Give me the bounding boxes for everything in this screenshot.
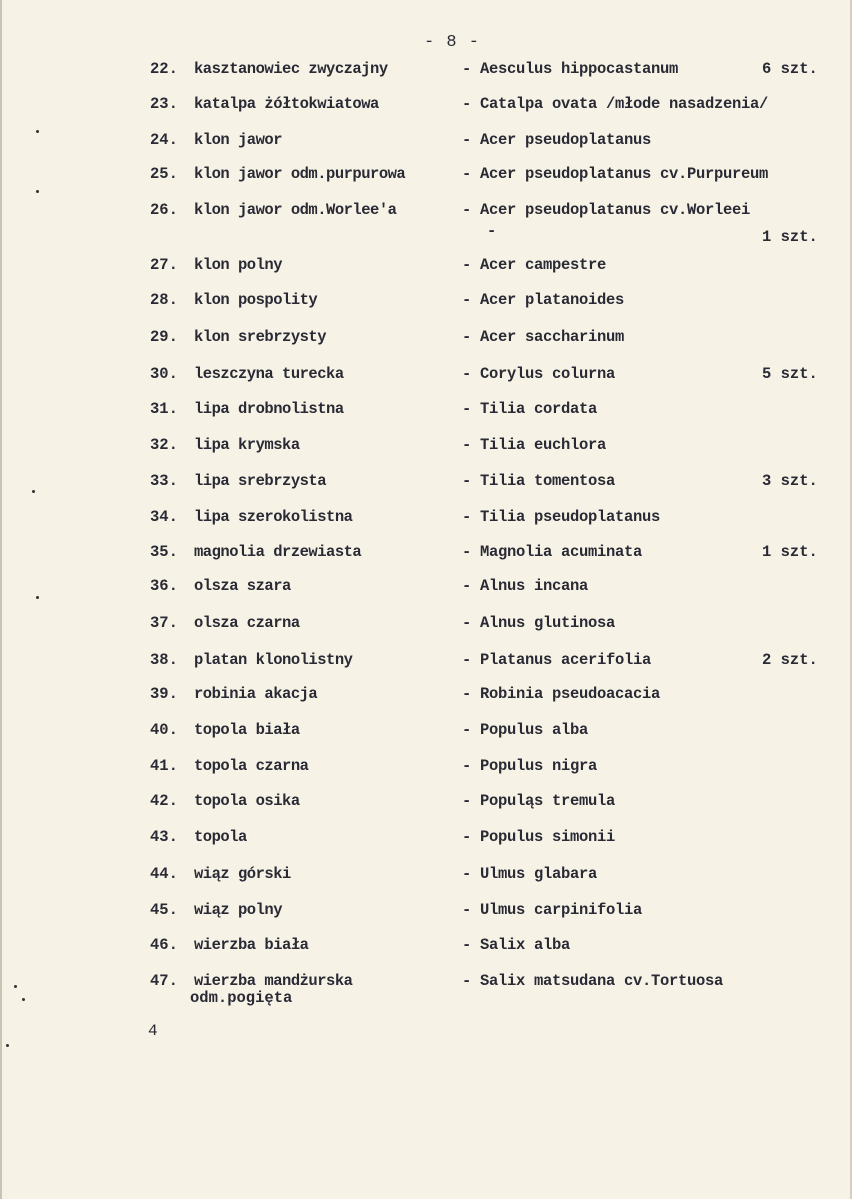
item-number: 47. <box>150 972 178 990</box>
list-item <box>2 936 852 966</box>
item-number: 39. <box>150 685 178 703</box>
list-item <box>2 400 852 430</box>
polish-name: lipa szerokolistna <box>194 508 353 526</box>
item-number: 45. <box>150 901 178 919</box>
latin-name: - Robinia pseudoacacia <box>462 685 661 703</box>
list-item <box>2 828 852 858</box>
list-item <box>2 291 852 321</box>
polish-name: lipa drobnolistna <box>194 400 344 418</box>
polish-name: wiąz górski <box>194 865 291 883</box>
latin-name: - Aesculus hippocastanum <box>462 60 679 78</box>
list-item <box>2 577 852 607</box>
latin-name: - Salix matsudana cv.Tortuosa <box>462 972 724 990</box>
margin-mark <box>36 130 39 133</box>
list-item <box>2 543 852 573</box>
polish-name: wiąz polny <box>194 901 283 919</box>
latin-name: - Tilia tomentosa <box>462 472 616 490</box>
list-item <box>2 472 852 502</box>
latin-name: - Salix alba <box>462 936 571 954</box>
polish-name: katalpa żółtokwiatowa <box>194 95 379 113</box>
latin-name: - Populus simonii <box>462 828 616 846</box>
list-item <box>2 972 852 1002</box>
item-number: 41. <box>150 757 178 775</box>
item-number: 24. <box>150 131 178 149</box>
item-number: 31. <box>150 400 178 418</box>
latin-name: - Acer campestre <box>462 256 607 274</box>
list-item <box>2 757 852 787</box>
list-item <box>2 508 852 538</box>
polish-name: olsza czarna <box>194 614 300 632</box>
polish-name: klon jawor <box>194 131 283 149</box>
latin-name: - Corylus colurna <box>462 365 616 383</box>
list-item <box>2 721 852 751</box>
polish-name: platan klonolistny <box>194 651 353 669</box>
polish-name: lipa krymska <box>194 436 300 454</box>
margin-mark <box>36 596 39 599</box>
footer-mark: 4 <box>148 1022 158 1040</box>
list-item <box>2 685 852 715</box>
latin-name: - Tilia cordata <box>462 400 598 418</box>
continuation-dash: - <box>487 222 497 240</box>
polish-name: klon jawor odm.Worlee'a <box>194 201 397 219</box>
latin-name: - Ulmus glabara <box>462 865 598 883</box>
item-number: 37. <box>150 614 178 632</box>
margin-mark <box>22 998 25 1001</box>
list-item <box>2 165 852 195</box>
item-number: 28. <box>150 291 178 309</box>
latin-name: - Acer saccharinum <box>462 328 625 346</box>
latin-name: - Acer platanoides <box>462 291 625 309</box>
polish-name: klon pospolity <box>194 291 318 309</box>
list-item <box>2 201 852 231</box>
latin-name: - Catalpa ovata /młode nasadzenia/ <box>462 95 769 113</box>
quantity: 1 szt. <box>762 543 818 561</box>
polish-name: lipa srebrzysta <box>194 472 327 490</box>
latin-name: - Tilia pseudoplatanus <box>462 508 661 526</box>
polish-name: kasztanowiec zwyczajny <box>194 60 388 78</box>
item-number: 36. <box>150 577 178 595</box>
margin-mark <box>14 985 17 988</box>
quantity: 2 szt. <box>762 651 818 669</box>
polish-name: olsza szara <box>194 577 291 595</box>
latin-name: - Platanus acerifolia <box>462 651 652 669</box>
item-number: 40. <box>150 721 178 739</box>
list-item <box>2 131 852 161</box>
item-number: 22. <box>150 60 178 78</box>
list-item <box>2 436 852 466</box>
latin-name: - Alnus incana <box>462 577 589 595</box>
item-number: 30. <box>150 365 178 383</box>
polish-name: topola czarna <box>194 757 309 775</box>
quantity: 1 szt. <box>762 228 818 246</box>
item-number: 44. <box>150 865 178 883</box>
polish-name: topola biała <box>194 721 300 739</box>
polish-name: wierzba mandżurska <box>194 972 353 990</box>
list-item <box>2 95 852 125</box>
latin-name: - Tilia euchlora <box>462 436 607 454</box>
item-number: 25. <box>150 165 178 183</box>
margin-mark <box>32 490 35 493</box>
polish-name: magnolia drzewiasta <box>194 543 362 561</box>
margin-mark <box>36 190 39 193</box>
latin-name: - Acer pseudoplatanus cv.Worleei <box>462 201 751 219</box>
item-number: 35. <box>150 543 178 561</box>
list-item <box>2 651 852 681</box>
item-number: 42. <box>150 792 178 810</box>
polish-name: robinia akacja <box>194 685 318 703</box>
quantity: 3 szt. <box>762 472 818 490</box>
list-item <box>2 60 852 90</box>
polish-name: wierzba biała <box>194 936 309 954</box>
list-item <box>2 901 852 931</box>
latin-name: - Acer pseudoplatanus cv.Purpureum <box>462 165 769 183</box>
polish-name-continuation: odm.pogięta <box>190 989 293 1007</box>
list-item <box>2 328 852 358</box>
page-number: - 8 - <box>423 33 480 52</box>
polish-name: topola osika <box>194 792 300 810</box>
item-number: 23. <box>150 95 178 113</box>
latin-name: - Acer pseudoplatanus <box>462 131 652 149</box>
latin-name: - Populąs tremula <box>462 792 616 810</box>
polish-name: klon polny <box>194 256 283 274</box>
latin-name: - Magnolia acuminata <box>462 543 643 561</box>
list-item <box>2 365 852 395</box>
polish-name: klon jawor odm.purpurowa <box>194 165 406 183</box>
quantity: 5 szt. <box>762 365 818 383</box>
polish-name: topola <box>194 828 247 846</box>
item-number: 33. <box>150 472 178 490</box>
item-number: 29. <box>150 328 178 346</box>
item-number: 43. <box>150 828 178 846</box>
item-number: 46. <box>150 936 178 954</box>
list-item <box>2 865 852 895</box>
item-number: 26. <box>150 201 178 219</box>
item-number: 38. <box>150 651 178 669</box>
list-item <box>2 614 852 644</box>
item-number: 32. <box>150 436 178 454</box>
quantity: 6 szt. <box>762 60 818 78</box>
latin-name: - Ulmus carpinifolia <box>462 901 643 919</box>
item-number: 27. <box>150 256 178 274</box>
polish-name: klon srebrzysty <box>194 328 327 346</box>
latin-name: - Populus nigra <box>462 757 598 775</box>
list-item <box>2 256 852 286</box>
margin-mark <box>6 1044 9 1047</box>
list-item <box>2 792 852 822</box>
item-number: 34. <box>150 508 178 526</box>
latin-name: - Populus alba <box>462 721 589 739</box>
latin-name: - Alnus glutinosa <box>462 614 616 632</box>
polish-name: leszczyna turecka <box>194 365 344 383</box>
